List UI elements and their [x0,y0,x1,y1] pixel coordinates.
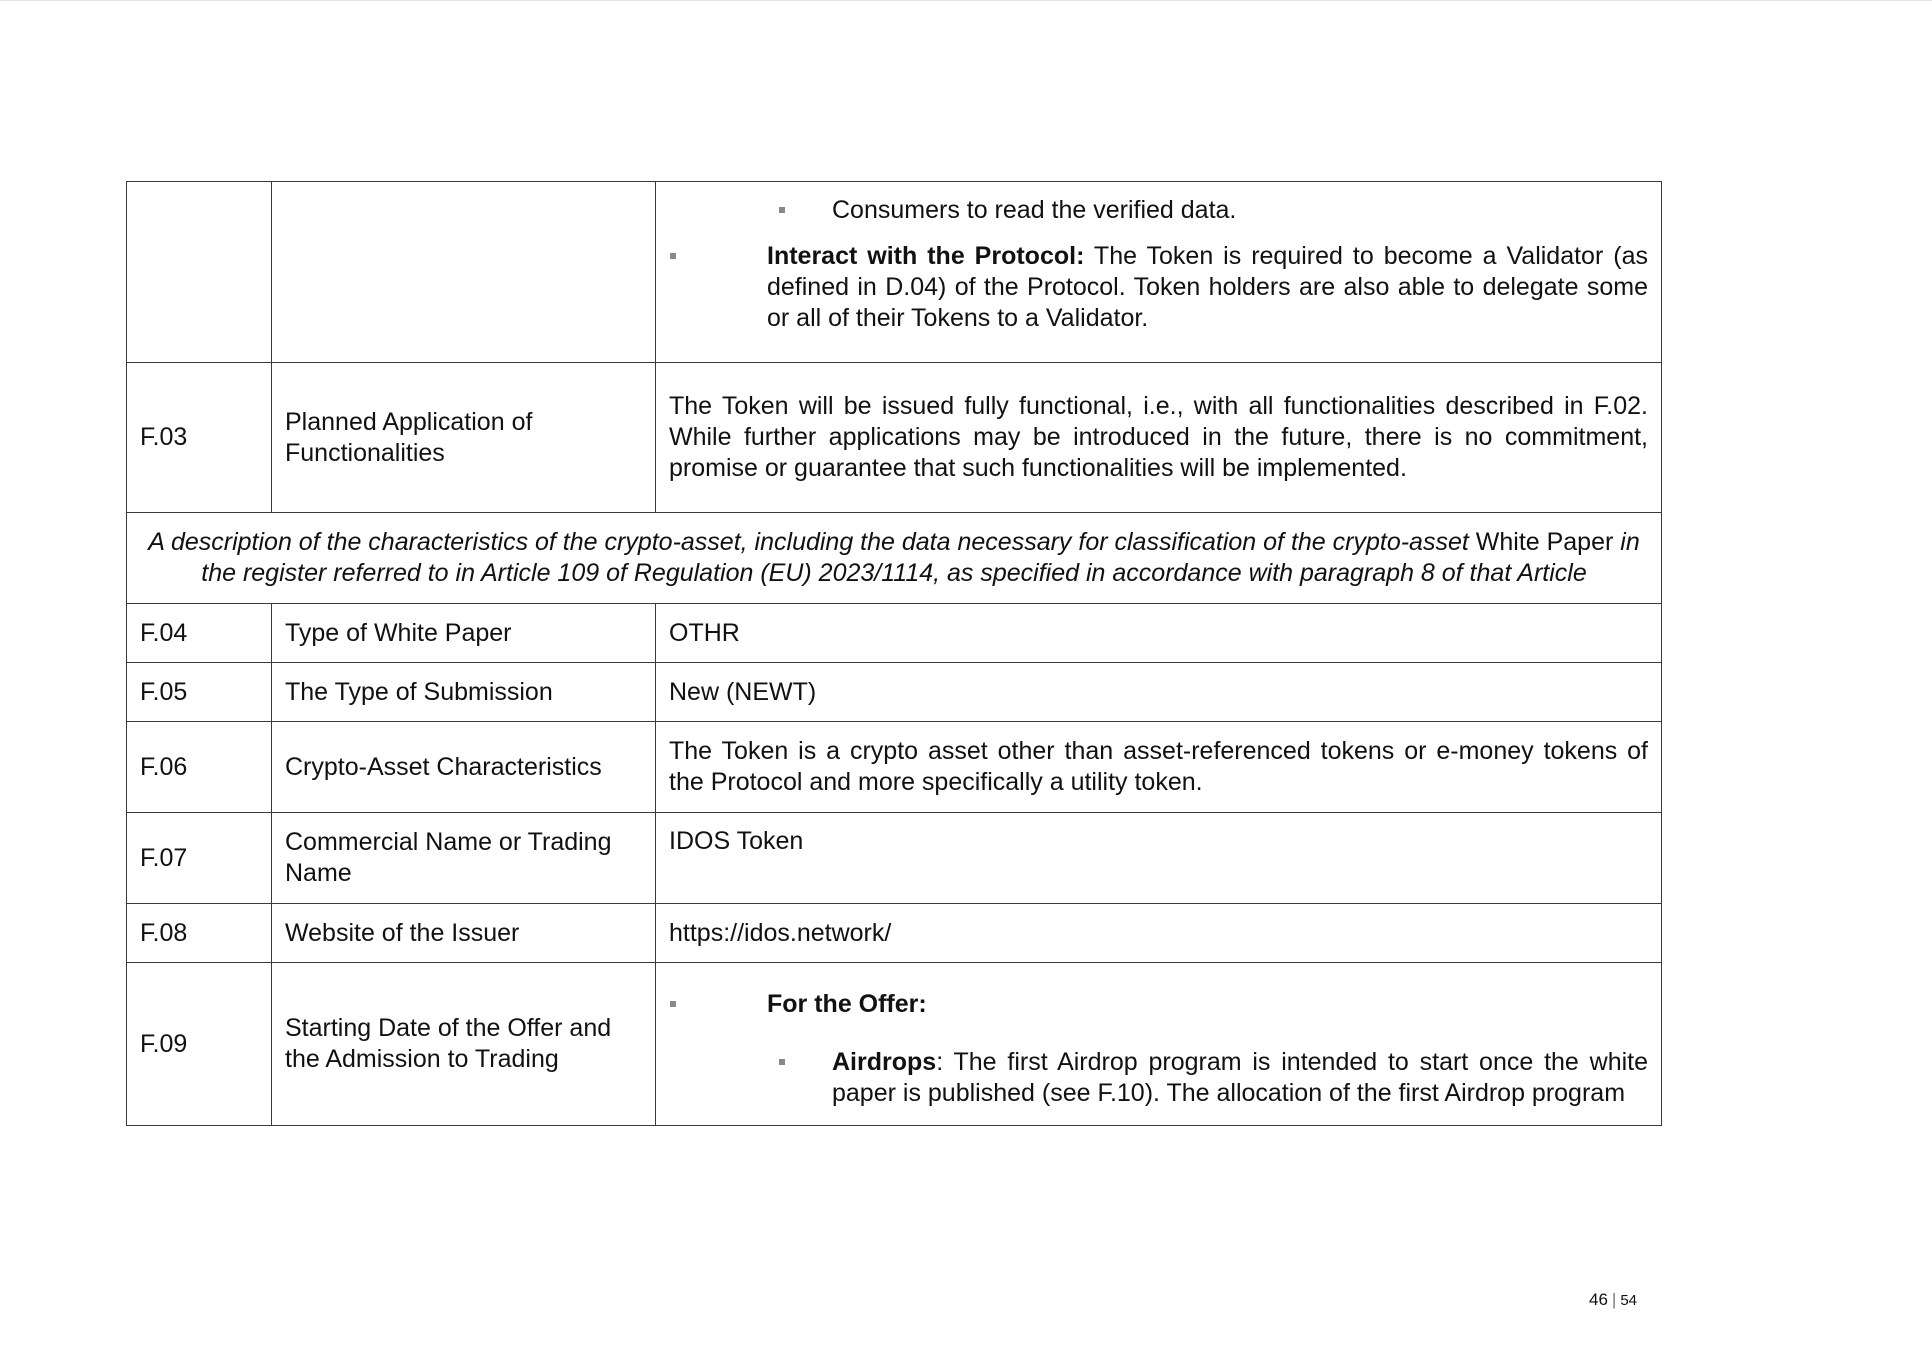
bullet-square-icon [670,1001,676,1007]
row-label: Commercial Name or Trading Name [272,813,656,904]
row-value: The Token will be issued fully functional, i.e., with all functionalities described in F.02. While further applications may be introduced in the future, there is no commitment, promise or guarantee that such functionalities will be implemented. [656,363,1662,513]
page-total: 54 [1620,1292,1638,1309]
section-header-normal: White Paper [1468,528,1621,556]
cell-value-continuation [656,182,1662,363]
bullet-bold-label: Interact with the Protocol: [767,242,1085,270]
bullet-square-icon [779,1059,785,1065]
row-label: Starting Date of the Offer and the Admission to Trading [272,963,656,1126]
row-value-f09 [656,963,1662,1126]
row-id: F.09 [127,963,272,1126]
row-label: Website of the Issuer [272,904,656,963]
sub-bullet-bold-label: Airdrops [832,1048,937,1076]
table-row [127,604,1662,663]
section-header-row [127,513,1662,604]
bullet-interact-protocol [669,241,1648,334]
row-id: F.06 [127,722,272,813]
table-row [127,963,1662,1126]
row-id: F.08 [127,904,272,963]
table-row [127,363,1662,513]
row-value: IDOS Token [656,813,1662,904]
table-row-continuation [127,182,1662,363]
row-id: F.07 [127,813,272,904]
row-label: Type of White Paper [272,604,656,663]
white-paper-table [126,181,1662,1126]
cell-label-empty [272,182,656,363]
bullet-square-icon [670,253,676,259]
sub-bullet-body-text: : The first Airdrop program is intended to start once the white paper is published (see F.10). The allocation of the first Airdrop program [832,1048,1648,1107]
row-label: Crypto-Asset Characteristics [272,722,656,813]
row-id: F.05 [127,663,272,722]
section-header-italic-1: A description of the characteristics of the crypto-asset, including the data necessary for classification of the crypto-asset [148,528,1469,556]
table-row [127,722,1662,813]
sub-bullet-consumers: Consumers to read the verified data. [669,195,1648,226]
row-id: F.04 [127,604,272,663]
cell-id-empty [127,182,272,363]
table-row [127,663,1662,722]
sub-bullet-airdrops [669,1047,1648,1109]
bullet-square-icon [779,207,785,213]
bullet-body-text: The Token is required to become a Validator (as defined in D.04) of the Protocol. Token holders are also able to delegate some or all of their Tokens to a Validator. [767,242,1648,332]
bullet-bold-label: For the Offer: [767,990,927,1018]
page-top-border [0,0,1932,1]
section-header-italic-2: in the register referred to in Article 109 of Regulation (EU) 2023/1114, as specified in accordance with paragraph 8 of that Article [201,528,1640,587]
row-value: New (NEWT) [656,663,1662,722]
table-row [127,813,1662,904]
row-value: The Token is a crypto asset other than asset-referenced tokens or e-money tokens of the Protocol and more specifically a utility token. [656,722,1662,813]
row-label: The Type of Submission [272,663,656,722]
page-number [1589,1290,1637,1310]
page-current: 46 [1589,1290,1608,1309]
row-label: Planned Application of Functionalities [272,363,656,513]
table-row [127,904,1662,963]
row-id: F.03 [127,363,272,513]
row-value-website-link[interactable]: https://idos.network/ [656,904,1662,963]
row-value: OTHR [656,604,1662,663]
section-header-cell [127,513,1662,604]
bullet-for-the-offer [669,989,1648,1020]
page-separator: | [1611,1290,1617,1309]
